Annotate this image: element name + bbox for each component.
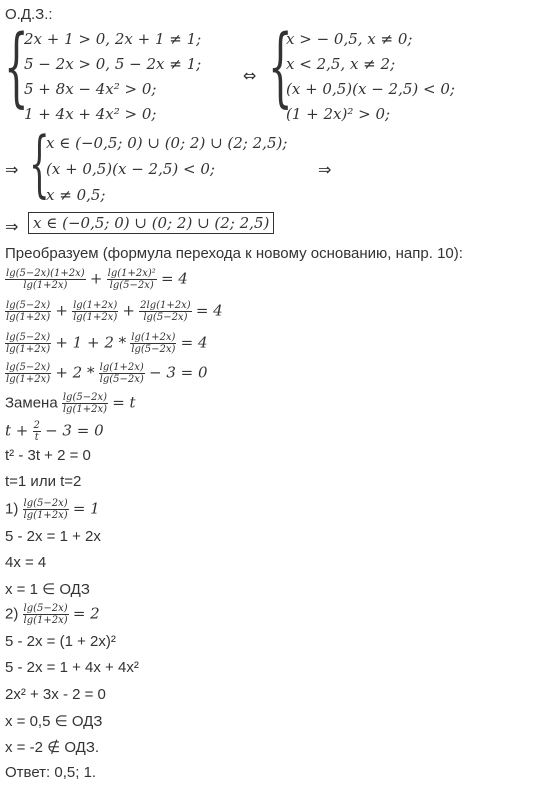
fraction-a: $\frac{\lg(5-2x)(1+2x)}{\lg(1+2x)}$ <box>6 268 85 291</box>
equation-line-2: $\frac{\lg(5-2x)}{\lg(1+2x)}$ + $\frac{\lg(1+2x)}{\lg(1+2x)}$ + $\frac{2\lg(1+2x)}{\lg(5-2x)}$ = 4 <box>6 300 223 323</box>
odz-label: О.Д.З.: <box>5 6 53 23</box>
system2-line4: (1 + 2x)² > 0; <box>286 105 391 123</box>
system2-line2: x < 2,5, x ≠ 2; <box>286 55 396 73</box>
system2-line1: x > − 0,5, x ≠ 0; <box>286 30 413 48</box>
step-1: 5 - 2x = 1 + 2x <box>5 528 101 545</box>
implies-sign-2: ⇒ <box>318 160 332 179</box>
quadratic-t: t² - 3t + 2 = 0 <box>5 447 91 464</box>
case-2: 2) $\frac{\lg(5-2x)}{\lg(1+2x)}$ = 2 <box>5 603 100 626</box>
system3-line2: (x + 0,5)(x − 2,5) < 0; <box>46 160 215 178</box>
system2-line3: (x + 0,5)(x − 2,5) < 0; <box>286 80 455 98</box>
system1-line1: 2x + 1 > 0, 2x + 1 ≠ 1; <box>24 30 202 48</box>
step-5: 5 - 2x = 1 + 4x + 4x² <box>5 659 139 676</box>
t-equation: t + $\frac{2}{t}$ − 3 = 0 <box>5 420 104 443</box>
system3-line1: x ∈ (−0,5; 0) ∪ (0; 2) ∪ (2; 2,5); <box>46 134 288 152</box>
step-2: 4x = 4 <box>5 554 47 571</box>
step-8: x = -2 ∉ ОДЗ. <box>5 739 100 756</box>
step-7: x = 0,5 ∈ ОДЗ <box>5 713 103 730</box>
system1-line3: 5 + 8x − 4x² > 0; <box>24 80 157 98</box>
step-6: 2x² + 3x - 2 = 0 <box>5 686 106 703</box>
system1-brace: { <box>4 17 29 117</box>
system1-line2: 5 − 2x > 0, 5 − 2x ≠ 1; <box>24 55 202 73</box>
equation-line-3: $\frac{\lg(5-2x)}{\lg(1+2x)}$ + 1 + 2 * $\frac{\lg(1+2x)}{\lg(5-2x)}$ = 4 <box>6 332 208 355</box>
equiv-sign: ⇔ <box>243 66 257 85</box>
step-4: 5 - 2x = (1 + 2x)² <box>5 633 116 650</box>
roots-t: t=1 или t=2 <box>5 473 82 490</box>
transform-text: Преобразуем (формула перехода к новому основанию, напр. 10): <box>5 245 463 262</box>
system2-brace: { <box>268 17 293 117</box>
system3-brace: { <box>29 121 50 205</box>
equation-line-4: $\frac{\lg(5-2x)}{\lg(1+2x)}$ + 2 * $\frac{\lg(1+2x)}{\lg(5-2x)}$ − 3 = 0 <box>6 362 208 385</box>
system1-line4: 1 + 4x + 4x² > 0; <box>24 105 157 123</box>
implies-sign-3: ⇒ <box>5 217 19 236</box>
implies-sign-1: ⇒ <box>5 160 19 179</box>
fraction-b: $\frac{\text{lg(1+2x)²}}{\lg(5-2x)}$ <box>107 268 156 291</box>
step-3: x = 1 ∈ ОДЗ <box>5 581 90 598</box>
substitution-line: Замена $\frac{\lg(5-2x)}{\lg(1+2x)}$ = t <box>5 392 136 415</box>
odz-result-box: x ∈ (−0,5; 0) ∪ (0; 2) ∪ (2; 2,5) <box>28 212 274 234</box>
system3-line3: x ≠ 0,5; <box>46 186 106 204</box>
case-1: 1) $\frac{\lg(5-2x)}{\lg(1+2x)}$ = 1 <box>5 498 100 521</box>
answer: Ответ: 0,5; 1. <box>5 764 97 781</box>
equation-line-1: $\frac{\lg(5-2x)(1+2x)}{\lg(1+2x)}$ + $\frac{\text{lg(1+2x)²}}{\lg(5-2x)}$ = 4 <box>6 268 188 291</box>
